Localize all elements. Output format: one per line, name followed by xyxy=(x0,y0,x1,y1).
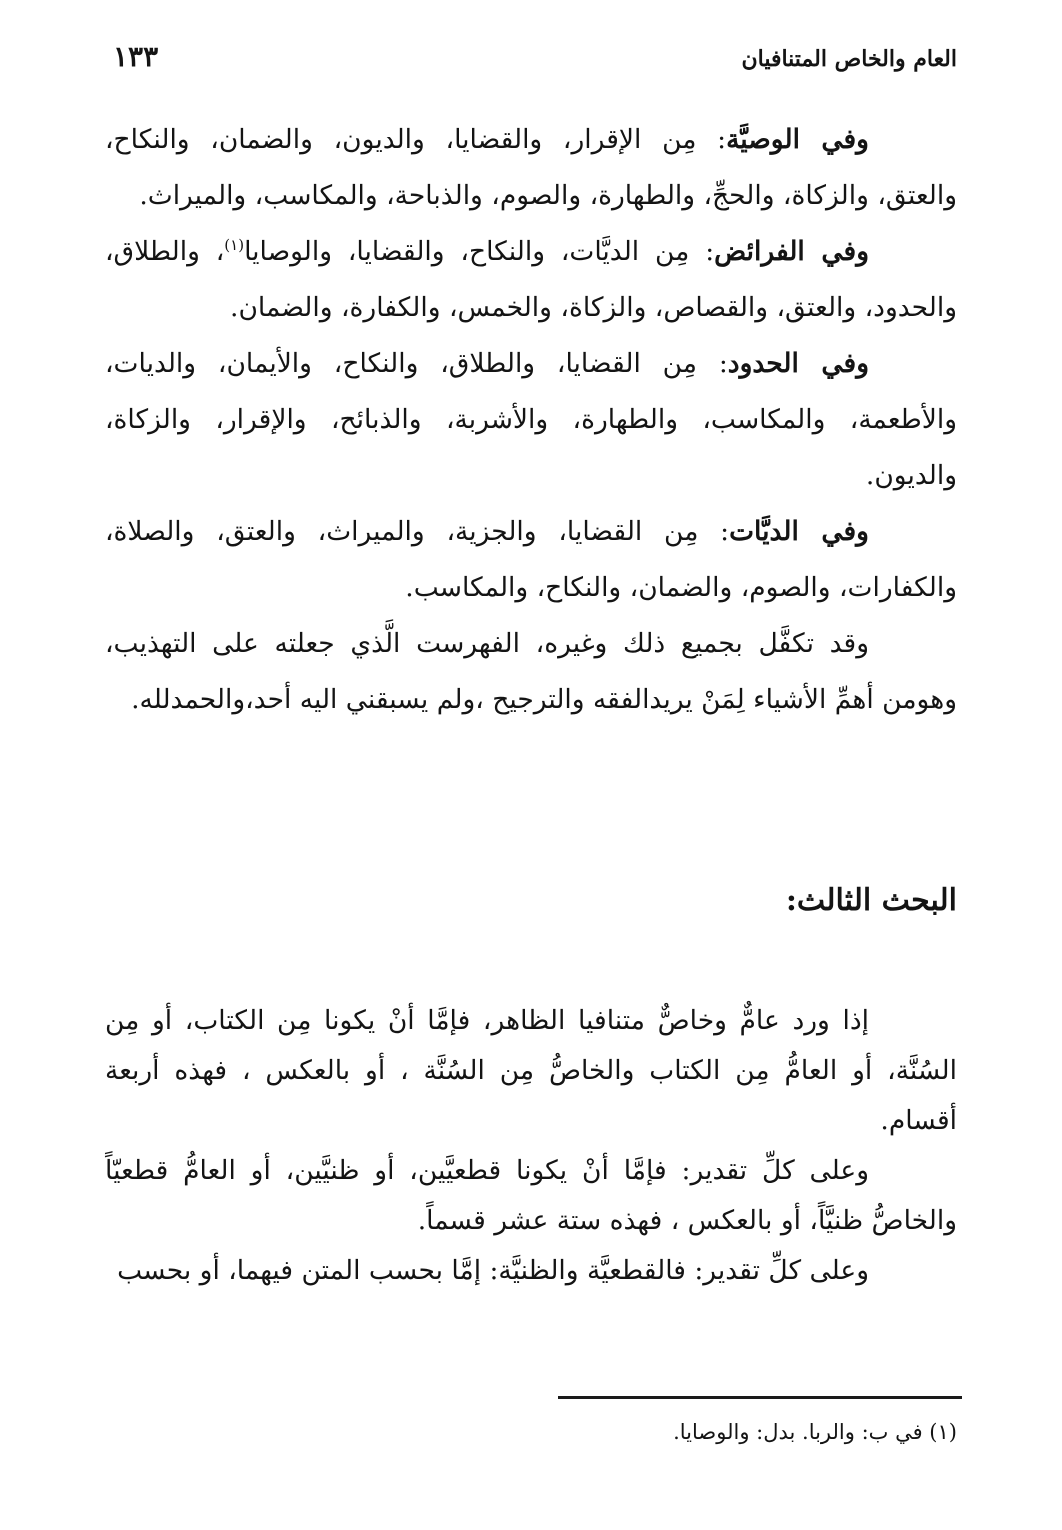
paragraph-text: وقد تكفَّل بجميع ذلك وغيره، الفهرست الَّذي جعلته على التهذيب، وهومن أهمِّ الأشياء لِمَنْ يريدالفقه والترجيح ،ولم يسبقني اليه أحد،والحمدلله. xyxy=(105,628,957,715)
paragraph-3: وعلى كلِّ تقدير: فالقطعيَّة والظنيَّة: إمَّا بحسب المتن فيهما، أو بحسب xyxy=(117,1255,869,1286)
paragraph-text: : مِن القضايا، والجزية، والميراث، والعتق، والصلاة، والكفارات، والصوم، والضمان، والنكاح، والمكاسب. xyxy=(105,516,957,603)
section-heading: البحث الثالث: xyxy=(785,883,957,918)
paragraph-text-continued: ، والطلاق، والحدود، والعتق، والقصاص، والزكاة، والخمس، والكفارة، والضمان. xyxy=(105,236,957,323)
paragraph-lead: وفي الحدود xyxy=(727,348,869,379)
footnote-divider xyxy=(558,1396,962,1399)
paragraph-text: : مِن الديَّات، والنكاح، والقضايا، والوصايا xyxy=(244,236,715,267)
paragraph-1: إذا ورد عامٌّ وخاصٌّ متنافيا الظاهر، فإمَّا أنْ يكونا مِن الكتاب، أو مِن السُنَّة، أو العامُّ مِن الكتاب والخاصُّ مِن السُنَّة ، أو بالعكس ، فهذه أربعة أقسام. xyxy=(105,1005,957,1136)
page-header xyxy=(105,38,957,88)
main-text-section-1 xyxy=(105,112,957,728)
footnote-text: (١) في ب: والربا. بدل: والوصايا. xyxy=(673,1420,957,1444)
paragraph-lead: وفي الفرائض xyxy=(714,236,869,267)
paragraph-2: وعلى كلِّ تقدير: فإمَّا أنْ يكونا قطعيَّين، أو ظنيَّين، أو العامُّ قطعيّاً والخاصُّ ظنيَّاً، أو بالعكس ، فهذه ستة عشر قسماً. xyxy=(105,1155,957,1236)
paragraph-closing xyxy=(105,616,957,728)
paragraph-text: : مِن الإقرار، والقضايا، والديون، والضمان، والنكاح، والعتق، والزكاة، والحجِّ، والطهارة، والصوم، والذباحة، والمكاسب، والميراث. xyxy=(105,124,957,211)
main-text-section-2 xyxy=(105,996,957,1296)
page-number: ١٣٣ xyxy=(113,40,159,73)
paragraph-hudud xyxy=(105,336,957,504)
running-title: العام والخاص المتنافيان xyxy=(741,46,957,72)
paragraph-diyat xyxy=(105,504,957,616)
paragraph-wasiyya xyxy=(105,112,957,224)
paragraph-lead: وفي الديَّات xyxy=(729,516,869,547)
footnote-reference: (١) xyxy=(224,236,245,255)
paragraph-faraid xyxy=(105,224,957,336)
paragraph-lead: وفي الوصيَّة xyxy=(726,124,869,155)
paragraph-text: : مِن القضايا، والطلاق، والنكاح، والأيمان، والديات، والأطعمة، والمكاسب، والطهارة، والأشربة، والذبائح، والإقرار، والزكاة، والديون. xyxy=(105,348,957,491)
